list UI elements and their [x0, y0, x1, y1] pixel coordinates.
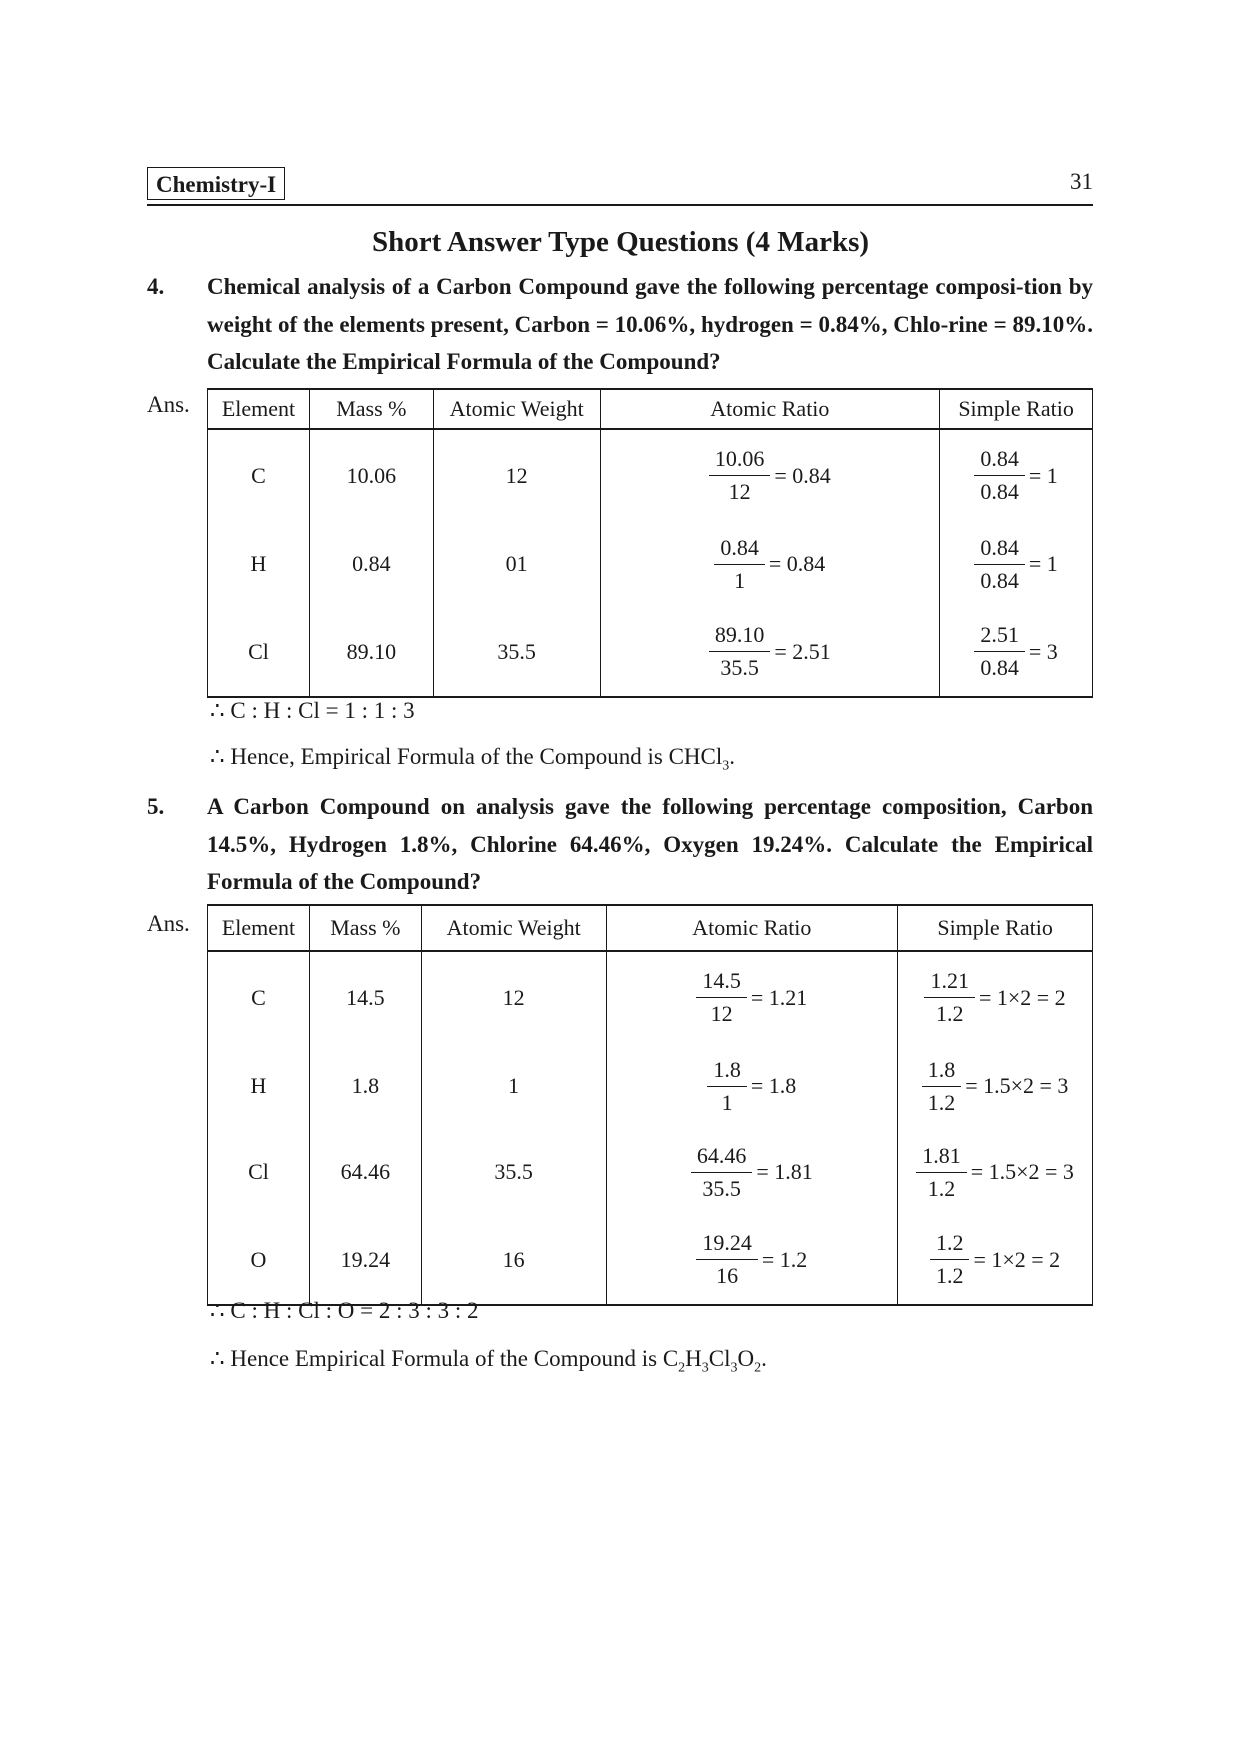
- fraction-numerator: 19.24: [696, 1229, 758, 1260]
- formula-element: O: [737, 1346, 755, 1371]
- mass-cell: 89.10: [309, 607, 433, 697]
- simple-ratio-cell: [898, 951, 1093, 1043]
- simple-ratio-cell: [898, 1129, 1093, 1215]
- weight-cell: 01: [433, 521, 600, 607]
- table-row: [208, 1129, 1093, 1215]
- fraction-result: = 1×2 = 2: [973, 1246, 1061, 1272]
- fraction-denominator: 0.84: [980, 655, 1019, 680]
- section-title: Short Answer Type Questions (4 Marks): [371, 226, 870, 258]
- fraction-result: = 1.5×2 = 3: [970, 1159, 1074, 1184]
- header-atomic-ratio: Atomic Ratio: [600, 389, 940, 429]
- fraction-numerator: 2.51: [974, 621, 1025, 652]
- fraction-result: = 1×2 = 2: [978, 984, 1066, 1010]
- element-cell: Cl: [208, 1129, 310, 1215]
- table-row: [208, 607, 1093, 697]
- table-row: [208, 429, 1093, 521]
- simple-ratio-cell: [898, 1215, 1093, 1305]
- answer-4-formula: [210, 742, 735, 782]
- question-4-text: Chemical analysis of a Carbon Compound gave the following percentage composi-tion by weight of the elements present, Carbon = 10.06%, hydrogen = 0.84%, Chlo-rine = 89.10%. Calculate the Empirical Formula of the Compound?: [207, 274, 1093, 374]
- fraction-numerator: 1.2: [930, 1229, 970, 1260]
- fraction-numerator: 1.81: [916, 1142, 967, 1173]
- fraction-result: = 1: [1028, 551, 1058, 576]
- mass-cell: 0.84: [309, 521, 433, 607]
- answer-4-ratio: ∴ C : H : Cl = 1 : 1 : 3: [210, 698, 415, 723]
- formula-element: Cl: [708, 1346, 731, 1371]
- fraction-denominator: 1.2: [927, 1089, 956, 1115]
- fraction-result: = 0.84: [768, 551, 826, 576]
- header-atomic-ratio: Atomic Ratio: [606, 905, 898, 951]
- formula-suffix: .: [729, 744, 736, 769]
- fraction-denominator: 0.84: [980, 479, 1019, 504]
- element-cell: H: [208, 521, 310, 607]
- fraction-numerator: 0.84: [974, 445, 1025, 476]
- fraction-numerator: 1.8: [707, 1056, 747, 1087]
- table-row: [208, 1043, 1093, 1129]
- fraction-denominator: 1.2: [935, 1263, 964, 1288]
- table-row: [208, 951, 1093, 1043]
- fraction-denominator: 35.5: [720, 655, 759, 680]
- fraction-result: = 2.51: [774, 638, 831, 664]
- header-simple-ratio: Simple Ratio: [940, 389, 1093, 429]
- table-row: [208, 521, 1093, 607]
- fraction-numerator: 89.10: [709, 621, 771, 652]
- question-5-number: 5.: [147, 794, 165, 819]
- fraction-result: = 1.2: [761, 1246, 808, 1272]
- simple-ratio-cell: [940, 429, 1093, 521]
- answer-5-ratio: ∴ C : H : Cl : O = 2 : 3 : 3 : 2: [210, 1298, 479, 1323]
- weight-cell: 1: [421, 1043, 606, 1129]
- atomic-ratio-cell: [600, 429, 940, 521]
- fraction-result: = 0.84: [774, 462, 831, 488]
- fraction-numerator: 0.84: [974, 534, 1025, 565]
- formula-element: H: [685, 1346, 702, 1371]
- fraction-numerator: 1.21: [924, 967, 975, 998]
- simple-ratio-cell: [940, 521, 1093, 607]
- header-element: Element: [208, 389, 310, 429]
- fraction-numerator: 10.06: [709, 445, 771, 476]
- formula-subscript: 2: [754, 1360, 762, 1376]
- element-cell: C: [208, 429, 310, 521]
- fraction-denominator: 12: [728, 479, 751, 504]
- subject-label: Chemistry-I: [147, 167, 285, 200]
- atomic-ratio-cell: [600, 607, 940, 697]
- header-element: Element: [208, 905, 310, 951]
- fraction-numerator: 64.46: [691, 1142, 753, 1173]
- fraction-result: = 1.5×2 = 3: [965, 1073, 1069, 1098]
- header-mass: Mass %: [309, 389, 433, 429]
- formula-subscript: 3: [730, 1360, 738, 1376]
- atomic-ratio-cell: [606, 1129, 898, 1215]
- fraction-denominator: 1.2: [927, 1175, 956, 1201]
- fraction-denominator: 16: [716, 1263, 739, 1288]
- formula-suffix: .: [761, 1346, 767, 1371]
- weight-cell: 16: [421, 1215, 606, 1305]
- formula-text: ∴ Hence, Empirical Formula of the Compound is CHCl: [210, 744, 723, 769]
- fraction-denominator: 1.2: [935, 1001, 964, 1026]
- header-atomic-weight: Atomic Weight: [433, 389, 600, 429]
- element-cell: H: [208, 1043, 310, 1129]
- formula-subscript: 2: [678, 1360, 686, 1376]
- table-header-row: [208, 389, 1093, 429]
- atomic-ratio-cell: [606, 951, 898, 1043]
- mass-cell: 10.06: [309, 429, 433, 521]
- table-row: [208, 1215, 1093, 1305]
- mass-cell: 64.46: [309, 1129, 421, 1215]
- weight-cell: 35.5: [421, 1129, 606, 1215]
- formula-subscript: 3: [722, 758, 730, 774]
- fraction-numerator: 14.5: [696, 967, 747, 998]
- formula-text: ∴ Hence Empirical Formula of the Compound is C: [210, 1346, 679, 1371]
- fraction-result: = 1.8: [750, 1073, 797, 1098]
- mass-cell: 19.24: [309, 1215, 421, 1305]
- fraction-denominator: 1: [734, 567, 746, 593]
- fraction-denominator: 12: [710, 1001, 733, 1026]
- answer-5-formula: [210, 1344, 767, 1384]
- fraction-denominator: 35.5: [702, 1175, 741, 1201]
- atomic-ratio-cell: [606, 1215, 898, 1305]
- fraction-result: = 3: [1028, 638, 1058, 664]
- fraction-result: = 1.81: [756, 1159, 813, 1184]
- question-5-text: A Carbon Compound on analysis gave the following percentage composition, Carbon 14.5%, Hydrogen 1.8%, Chlorine 64.46%, Oxygen 19.24%. Calculate the Empirical Formula of the Compound?: [207, 794, 1093, 894]
- answer-4-label: Ans.: [147, 392, 190, 417]
- fraction-result: = 1: [1028, 462, 1058, 488]
- atomic-ratio-cell: [606, 1043, 898, 1129]
- element-cell: O: [208, 1215, 310, 1305]
- fraction-result: = 1.21: [750, 984, 808, 1010]
- table-header-row: [208, 905, 1093, 951]
- fraction-numerator: 1.8: [922, 1056, 962, 1087]
- header-mass: Mass %: [309, 905, 421, 951]
- weight-cell: 12: [433, 429, 600, 521]
- header-atomic-weight: Atomic Weight: [421, 905, 606, 951]
- atomic-ratio-cell: [600, 521, 940, 607]
- mass-cell: 14.5: [309, 951, 421, 1043]
- simple-ratio-cell: [940, 607, 1093, 697]
- page-header: [147, 167, 1093, 206]
- mass-cell: 1.8: [309, 1043, 421, 1129]
- element-cell: C: [208, 951, 310, 1043]
- page-number: 31: [1070, 169, 1093, 194]
- fraction-denominator: 1: [721, 1089, 733, 1115]
- question-4-table: [207, 388, 1093, 698]
- question-4-number: 4.: [147, 274, 165, 299]
- answer-5-label: Ans.: [147, 911, 190, 936]
- weight-cell: 35.5: [433, 607, 600, 697]
- fraction-denominator: 0.84: [980, 567, 1019, 593]
- formula-subscript: 3: [701, 1360, 709, 1376]
- header-simple-ratio: Simple Ratio: [898, 905, 1093, 951]
- simple-ratio-cell: [898, 1043, 1093, 1129]
- fraction-numerator: 0.84: [714, 534, 765, 565]
- element-cell: Cl: [208, 607, 310, 697]
- question-5-table: [207, 904, 1093, 1306]
- weight-cell: 12: [421, 951, 606, 1043]
